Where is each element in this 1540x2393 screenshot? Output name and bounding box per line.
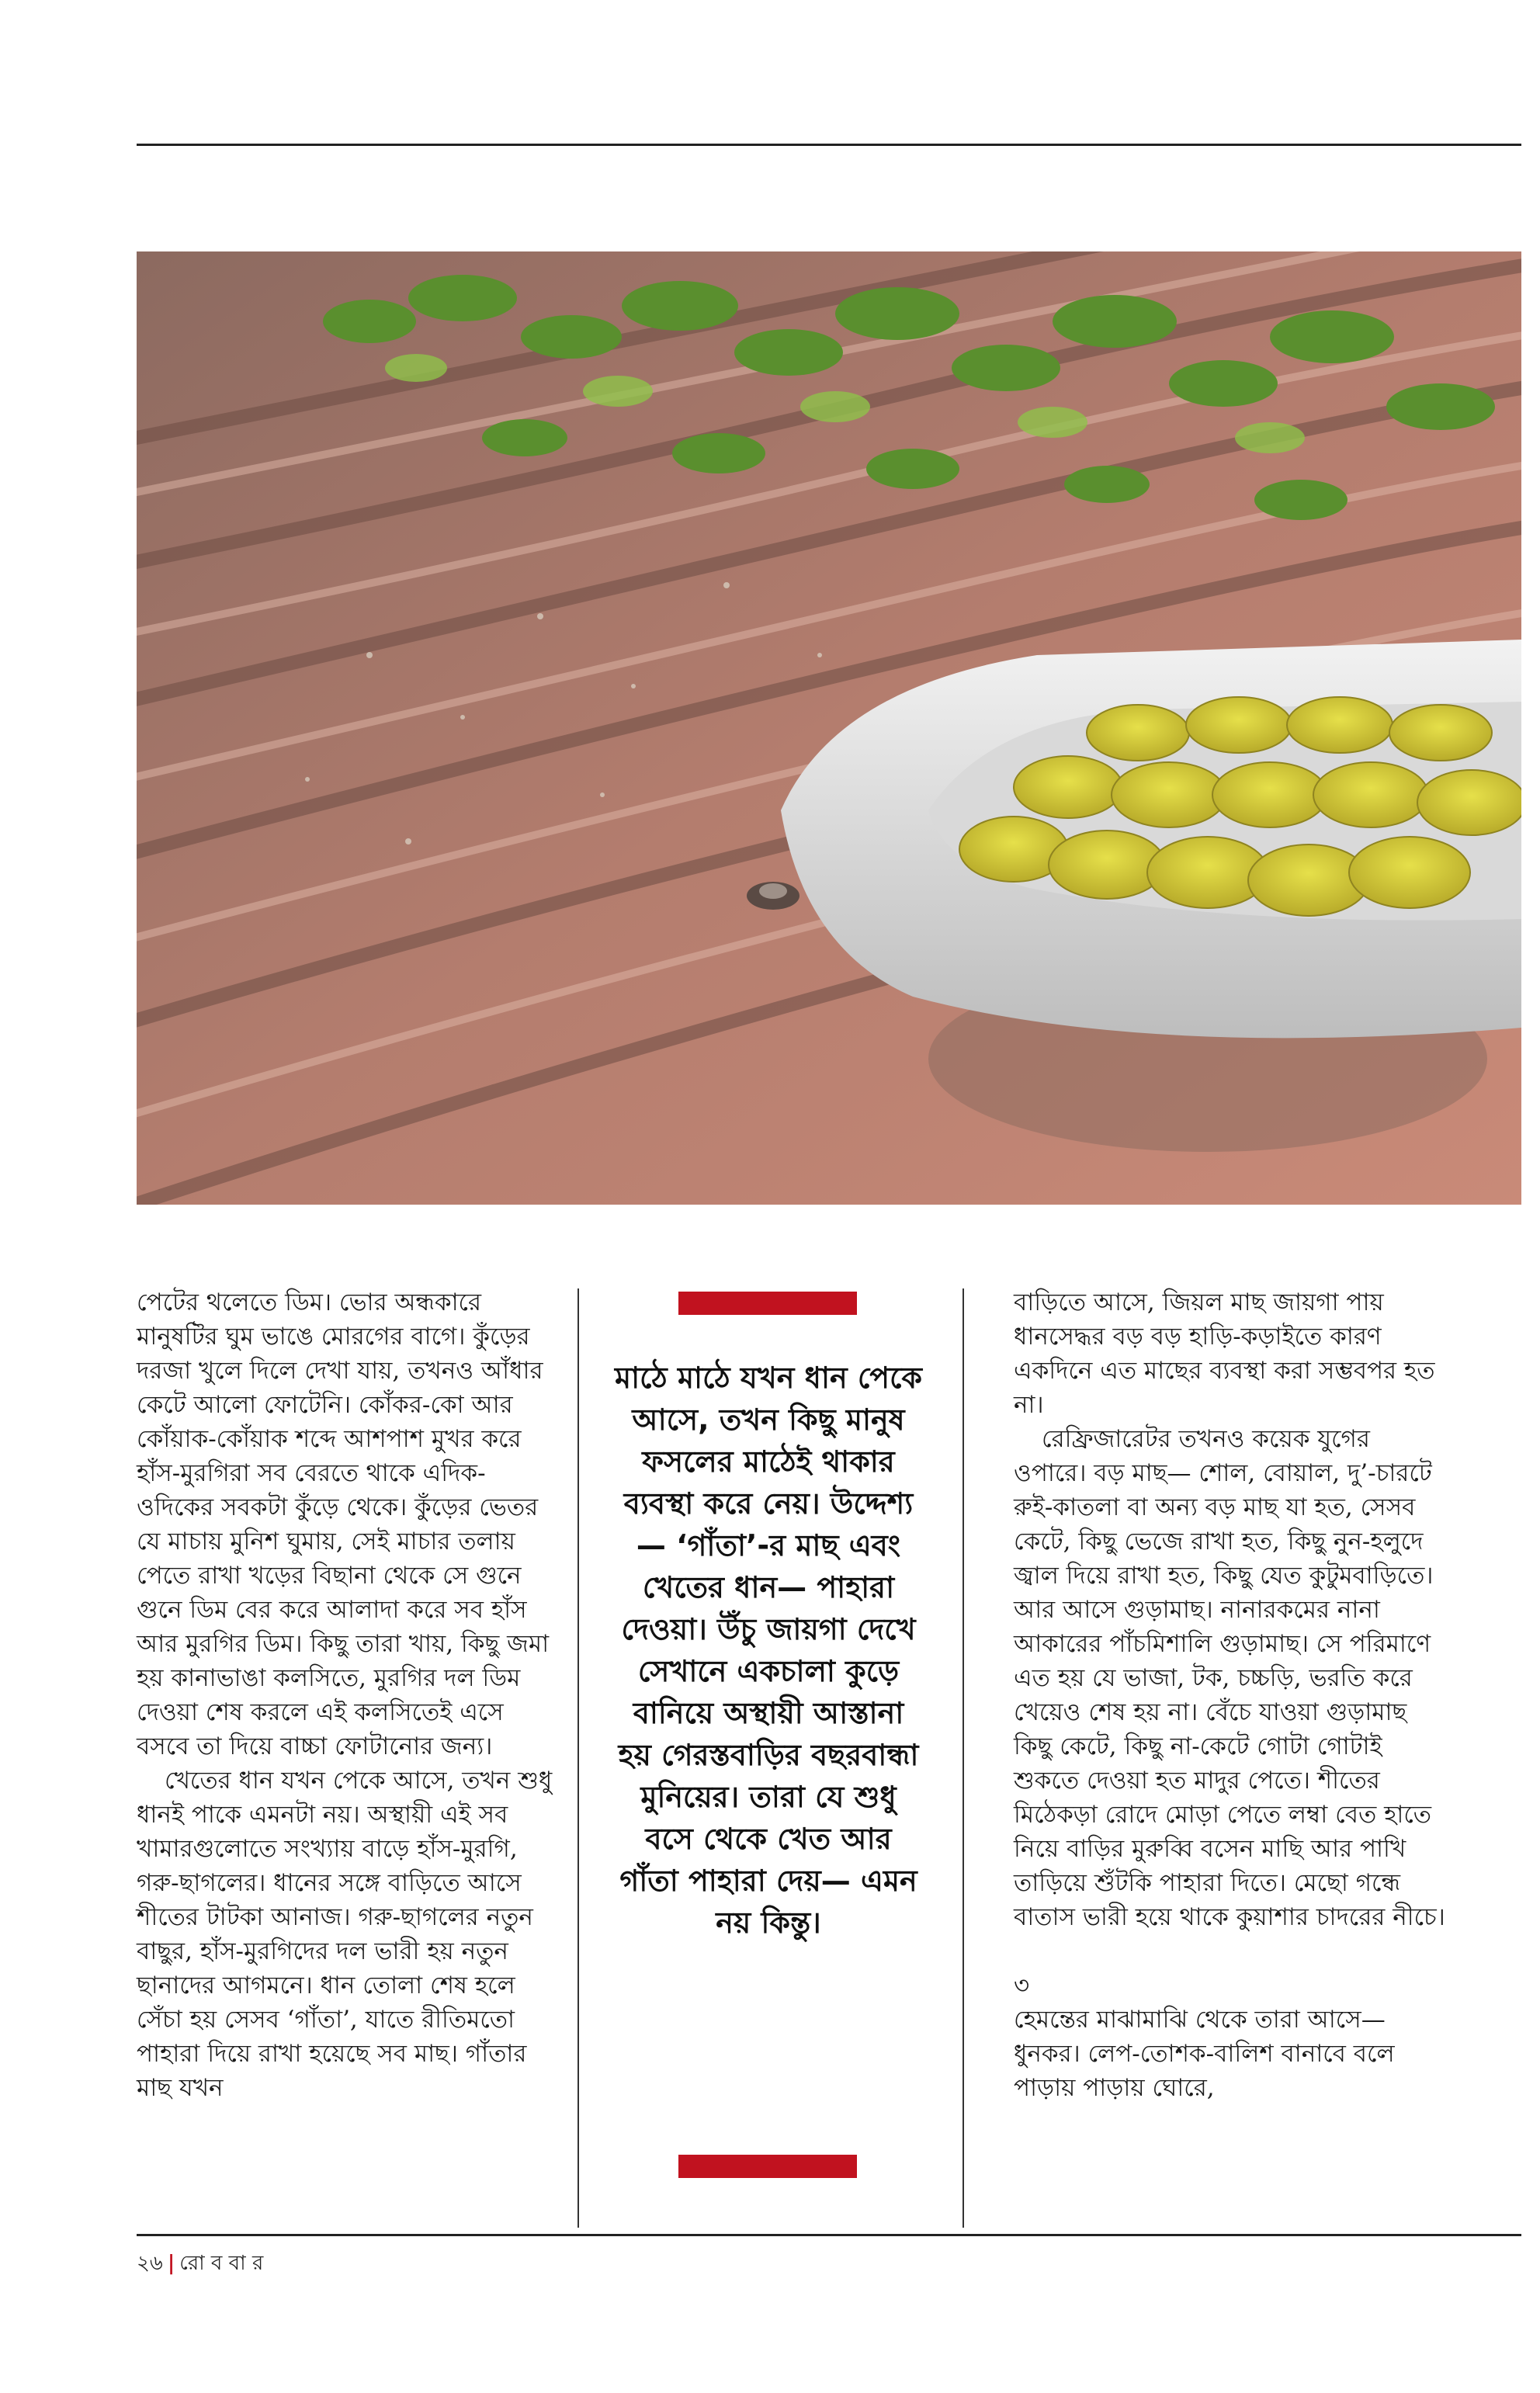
column-divider xyxy=(578,1288,579,2228)
pullquote-bar-top xyxy=(678,1292,857,1315)
footer-separator: | xyxy=(167,2252,175,2275)
roof-drying-fish-photo xyxy=(137,251,1521,1205)
article-column-left xyxy=(137,1285,556,2105)
magazine-name: রো ব বা র xyxy=(179,2252,264,2275)
body-paragraph: খেতের ধান যখন পেকে আসে, তখন শুধু ধানই পাকে এমনটা নয়। অস্থায়ী এই সব খামারগুলোতে সংখ্যায় বাড়ে হাঁস-মুরগি, গরু-ছাগলের। ধানের সঙ্গে বাড়িতে আসে শীতের টাটকা আনাজ। গরু-ছাগলের নতুন বাছুর, হাঁস-মুরগিদের দল ভারী হয় নতুন ছানাদের আগমনে। ধান তোলা শেষ হলে সেঁচা হয় সেসব ‘গাঁতা’, যাতে রীতিমতো পাহারা দিয়ে রাখা হয়েছে সব মাছ। গাঁতার মাছ যখন xyxy=(137,1767,553,2102)
page-footer xyxy=(137,2247,263,2281)
body-paragraph: বাড়িতে আসে, জিয়ল মাছ জায়গা পায় ধানসেদ্ধর বড় বড় হাড়ি-কড়াইতে কারণ একদিনে এত মাছের ব্যবস্থা করা সম্ভবপর হত না। xyxy=(1014,1288,1435,1419)
pullquote-bar-bottom xyxy=(678,2155,857,2178)
article-column-right xyxy=(1014,1285,1448,2105)
photo-illustration xyxy=(137,251,1521,1205)
body-paragraph: হেমন্তের মাঝামাঝি থেকে তারা আসে— ধুনকর। লেপ-তোশক-বালিশ বানাবে বলে পাড়ায় পাড়ায় ঘোরে, xyxy=(1014,2006,1395,2102)
bottom-rule xyxy=(137,2234,1521,2236)
section-number: ৩ xyxy=(1014,1972,1030,1999)
top-rule xyxy=(137,144,1521,146)
column-divider xyxy=(962,1288,964,2228)
body-paragraph: রেফ্রিজারেটর তখনও কয়েক যুগের ওপারে। বড় মাছ— শোল, বোয়াল, দু’-চারটে রুই-কাতলা বা অন্য বড় মাছ যা হত, সেসব কেটে, কিছু ভেজে রাখা হত, কিছু নুন-হলুদে জ্বাল দিয়ে রাখা হত, কিছু যেত কুটুমবাড়িতে। আর আসে গুড়ামাছ। নানারকমের নানা আকারের পাঁচমিশালি গুড়ামাছ। সে পরিমাণে এত হয় যে ভাজা, টক, চচ্চড়ি, ভরতি করে খেয়েও শেষ হয় না। বেঁচে যাওয়া গুড়ামাছ কিছু কেটে, কিছু না-কেটে গোটা গোটাই শুকতে দেওয়া হত মাদুর পেতে। শীতের মিঠেকড়া রোদে মোড়া পেতে লম্বা বেত হাতে নিয়ে বাড়ির মুরুব্বি বসেন মাছি আর পাখি তাড়িয়ে শুঁটকি পাহারা দিতে। মেছো গন্ধে বাতাস ভারী হয়ে থাকে কুয়াশার চাদরের নীচে। xyxy=(1014,1425,1445,1931)
pullquote: মাঠে মাঠে যখন ধান পেকে আসে, তখন কিছু মানুষ ফসলের মাঠেই থাকার ব্যবস্থা করে নেয়। উদ্দেশ্য— ‘গাঁতা’-র মাছ এবং খেতের ধান— পাহারা দেওয়া। উঁচু জায়গা দেখে সেখানে একচালা কুড়ে বানিয়ে অস্থায়ী আস্তানা হয় গেরস্তবাড়ির বছরবান্ধা মুনিয়ের। তারা যে শুধু বসে থেকে খেত আর গাঁতা পাহারা দেয়— এমন নয় কিন্তু। xyxy=(615,1361,922,1940)
body-paragraph: পেটের থলেতে ডিম। ভোর অন্ধকারে মানুষটির ঘুম ভাঙে মোরগের বাগে। কুঁড়ের দরজা খুলে দিলে দেখা যায়, তখনও আঁধার কেটে আলো ফোটেনি। কোঁকর-কো আর কোঁয়াক-কোঁয়াক শব্দে আশপাশ মুখর করে হাঁস-মুরগিরা সব বেরতে থাকে এদিক-ওদিকের সবকটা কুঁড়ে থেকে। কুঁড়ের ভেতর যে মাচায় মুনিশ ঘুমায়, সেই মাচার তলায় পেতে রাখা খড়ের বিছানা থেকে সে গুনে গুনে ডিম বের করে আলাদা করে সব হাঁস আর মুরগির ডিম। কিছু তারা খায়, কিছু জমা হয় কানাভাঙা কলসিতে, মুরগির দল ডিম দেওয়া শেষ করলে এই কলসিতেই এসে বসবে তা দিয়ে বাচ্চা ফোটানোর জন্য। xyxy=(137,1288,550,1760)
page-number: ২৬ xyxy=(137,2252,163,2275)
